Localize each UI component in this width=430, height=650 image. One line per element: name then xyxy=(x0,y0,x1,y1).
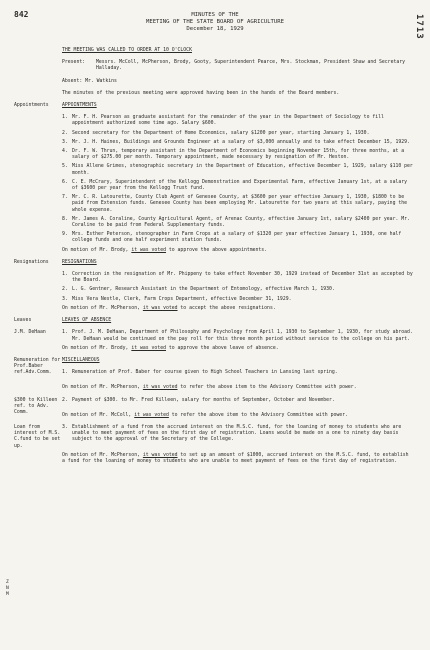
motion-text: On motion of Mr. McPherson, xyxy=(62,385,140,391)
motion-voted: it was voted xyxy=(142,385,178,391)
appointment-item-number: 3. xyxy=(62,139,68,145)
margin-appointments: Appointments xyxy=(14,103,49,109)
appointment-item xyxy=(62,180,414,192)
appointments-heading: APPOINTMENTS xyxy=(62,103,97,109)
margin-leaves: Leaves xyxy=(14,318,32,324)
resignation-item xyxy=(62,272,414,284)
header-line-3: December 18, 1929 xyxy=(186,26,244,32)
page-number: 842 xyxy=(14,10,29,19)
leave-item xyxy=(62,330,414,342)
appointment-item-number: 9. xyxy=(62,232,68,238)
absent-line: Absent: Mr. Watkins xyxy=(62,78,117,84)
margin-killeen: $300 to Killeen ref. to Adv. Comm. xyxy=(14,397,58,415)
minutes-body: THE MEETING WAS CALLED TO ORDER AT 10 O'CLOCK Present: Messrs. McColl, McPherson, Brody, Gooty, Superintendent Pearce, Mrs. Stockman, President Shaw and Secretary Halladay. Absent: Mr. Watkins The minutes of the previous meeting were approved having been in the hands of the Board members. Appointments APPOINTMENTS 1. Mr. F. H. Pearson as graduate assistant for the remainder of the year in the Department of Sociology to fill appointment authorized some time ago. Salary $600. 2. Second secretary for the Department of Home Economics, salary $1200 per year, starting January 1, 1930. 3. Mr. J. H. Haines, Buildings and Grounds Engineer at a salary of $3,000 annually and to take effect December 15, 1929. 4. Dr. F. W. Thrun, temporary assistant in the Department of Economics beginning November 15th, for three months, at a salary of $275.00 per month. Temporary appointment, made necessary by resignation of Mr. Heston. 5. Miss Allene Grimes, stenographic secretary in the Department of Education, effective December 1, 1929, salary $110 per month. 6. C. E. McCrary, Superintendent of the Kellogg Demonstration and Experimental Farm, effective January 1st, at a salary of $3600 per year from the Kellogg Trust fund. 7. Mr. C. R. Latourette, County Club Agent of Genesee County, at $3600 per year effective January 1, 1930, $1800 to be paid from Extension funds. Genesee County has been employing Mr. Latourette for two years at this salary, paying the whole expense. 8. Mr. James A. Coraline, County Agricultural Agent, of Arenac County, effective January 1st, salary $2400 per year. Mr. Coraline to be paid from Federal Supplementary funds. 9. Mrs. Esther Peterson, stenographer in Farm Crops at a salary of $1320 per year effective January 1, 1930, one half college funds and one half experiment station funds. On motion of Mr. Brody, it was voted to approve the above appointments. Resignations RESIGNATIONS 1. Correction in the resignation of Mr. Phippeny to take effect November 30, 1929 instead of December 31st as accepted by the Board. 2. L. G. Gentner, Research Assistant in the Department of Entomology, effective March 1, 1930. 3. Miss Vera Nestle, Clerk, Farm Crops Department, effective December 31, 1929. On motion of Mr. McPherson, it was voted to accept the above resignations. Leaves LEAVES OF ABSENCE J.M. DeHaan 1. Prof. J. M. DeHaan, Department of Philosophy and Psychology from April 1, 1930 to September 1, 1930, for study abroad. Mr. DeHaan would be continued on the pay roll for this three month period without service to the college on his part. On motion of Mr. Brody, it was voted to approve the above leave of absence. Remuneration for Prof.Baber ref.Adv.Comm. MISCELLANEOUS 1. Remuneration of Prof. Baber for course given to High School Teachers in Lansing last spring. On motion of Mr. McPherson, it was voted to refer the above item to the Advisory Committee with power. $300 to Killeen ref. to Adv. Comm. 2. Payment of $300. to Mr. Fred Killeen, salary for months of September, October and November. On motion of Mr. McColl, it was voted to refer the above item to the Advisory Committee with power. Loan from interest of M.S. C.fund to be set up. 3. Establishment of a fund from the accrued interest on the M.S.C. fund, for the loaning of money to students who are unable to meet payment of fees on the first day of registration. Loans would be made on a one to ninety day basis subject to the approval of the Secretary of the College. On motion of Mr. McPherson, it was voted to set up an amount of $1000, accrued interest on the M.S.C. fund, to establish a fund for the loaning of money to students who are unable to meet payment of fees on the first day of registration. xyxy=(14,48,413,464)
motion-voted: it was voted xyxy=(134,412,169,418)
misc-heading: MISCELLANEOUS xyxy=(62,357,100,363)
appointments-section xyxy=(14,103,414,254)
appointment-item xyxy=(62,149,414,161)
appointment-item-number: 4. xyxy=(62,149,68,155)
resignation-item-number: 1. xyxy=(62,272,68,278)
resignations-list xyxy=(62,272,414,303)
file-stamp: 1713 xyxy=(414,14,424,40)
appointment-item xyxy=(62,115,414,127)
resignations-section xyxy=(14,260,414,312)
present-block xyxy=(62,60,414,72)
motion-text: to approve the above appointments. xyxy=(168,247,268,253)
misc-item-3: Establishment of a fund from the accrued interest on the M.S.C. fund, for the loaning of money to students who are unable to meet payment of fees on the first day of registration. Loans would be made on a one to ninety day basis subject to the approval of the Secretary of the College. xyxy=(72,424,402,443)
motion-text: On motion of Mr. McPherson, xyxy=(62,452,140,458)
motion-voted: it was voted xyxy=(131,247,166,253)
appointment-item-text: Second secretary for the Department of Home Economics, salary $1200 per year, starting January 1, 1930. xyxy=(72,130,370,136)
appointment-item-text: Mr. C. R. Latourette, County Club Agent of Genesee County, at $3600 per year effective January 1, 1930, $1800 to be paid from Extension funds. Genesee County has been employing Mr. Latourette for two years at this salary, paying the whole expense. xyxy=(72,195,408,213)
motion-text: On motion of Mr. Brody, xyxy=(62,247,129,253)
appointment-item xyxy=(62,164,414,176)
side-letters: Z N M xyxy=(6,580,9,597)
motion-text: to set up an amount of $1000, accrued interest on the M.S.C. fund, to establish a fund for the loaning of money to students who are unable to meet payment of fees on the first day of registration. xyxy=(62,452,409,464)
motion-text: to refer the above item to the Advisory Committee with power. xyxy=(171,412,348,418)
margin-loan-fund: Loan from interest of M.S. C.fund to be set up. xyxy=(14,424,61,449)
motion-text: On motion of Mr. McPherson, xyxy=(62,305,140,311)
motion-text: to refer the above item to the Advisory Committee with power. xyxy=(180,385,357,391)
leaves-section xyxy=(14,318,414,324)
appointment-item-text: Mrs. Esther Peterson, stenographer in Farm Crops at a salary of $1320 per year effective January 1, 1930, one half college funds and one half experiment station funds. xyxy=(72,232,402,244)
motion-text: to approve the above leave of absence. xyxy=(168,345,279,351)
resignation-item-text: Miss Vera Nestle, Clerk, Farm Crops Department, effective December 31, 1929. xyxy=(72,296,292,302)
appointment-item xyxy=(62,217,414,229)
appointments-motion xyxy=(62,248,414,254)
appointment-item-number: 1. xyxy=(62,115,68,121)
present-label: Present: xyxy=(62,60,86,66)
resignation-item-number: 2. xyxy=(62,287,68,293)
misc-motion-3 xyxy=(62,453,414,465)
appointment-item-number: 6. xyxy=(62,179,68,185)
resignations-heading: RESIGNATIONS xyxy=(62,259,97,265)
appointment-item-number: 8. xyxy=(62,216,68,222)
header-line-1: MINUTES OF THE xyxy=(191,12,239,18)
appointment-item-text: Dr. F. W. Thrun, temporary assistant in the Department of Economics beginning November 15th, for three months, at a salary of $275.00 per month. Temporary appointment, made necessary by resignation of Mr. Heston. xyxy=(72,149,405,161)
misc-item-2: Payment of $300. to Mr. Fred Killeen, salary for months of September, October and November. xyxy=(72,397,335,403)
appointment-item xyxy=(62,140,414,146)
resignation-item xyxy=(62,297,414,303)
resignation-item-text: Correction in the resignation of Mr. Phippeny to take effect November 30, 1929 instead of December 31st as accepted by the Board. xyxy=(72,272,413,284)
resignations-motion xyxy=(62,306,414,312)
margin-dehaan: J.M. DeHaan xyxy=(14,330,46,336)
leaves-motion xyxy=(62,346,414,352)
motion-text: On motion of Mr. Brody, xyxy=(62,345,129,351)
misc-motion-2 xyxy=(62,413,414,419)
minutes-header xyxy=(0,12,430,33)
leaves-list xyxy=(62,330,414,342)
appointment-item-text: Mr. J. H. Haines, Buildings and Grounds Engineer at a salary of $3,000 annually and to take effect December 15, 1929. xyxy=(72,139,410,145)
leaves-heading: LEAVES OF ABSENCE xyxy=(62,318,112,324)
present-text: Messrs. McColl, McPherson, Brody, Gooty, Superintendent Pearce, Mrs. Stockman, President Shaw and Secretary Halladay. xyxy=(96,60,406,72)
appointments-list xyxy=(62,115,414,244)
motion-text: On motion of Mr. McColl, xyxy=(62,412,132,418)
minutes-approval-note: The minutes of the previous meeting were approved having been in the hands of the Board members. xyxy=(62,90,340,96)
leave-item-number: 1. xyxy=(62,330,68,336)
motion-text: to accept the above resignations. xyxy=(180,305,276,311)
appointment-item xyxy=(62,131,414,137)
misc-section: Remuneration for Prof.Baber ref.Adv.Comm. MISCELLANEOUS 1. Remuneration of Prof. Baber for course given to High School Teachers in Lansing last spring. On motion of Mr. McPherson, it was voted to refer the above item to the Advisory Committee with power. xyxy=(14,358,414,392)
resignation-item-number: 3. xyxy=(62,296,68,302)
motion-voted: it was voted xyxy=(131,345,166,351)
appointment-item xyxy=(62,195,414,214)
appointment-item-text: Mr. F. H. Pearson as graduate assistant for the remainder of the year in the Department of Sociology to fill appointment authorized some time ago. Salary $600. xyxy=(72,115,384,127)
header-line-2: MEETING OF THE STATE BOARD OF AGRICULTURE xyxy=(145,19,285,25)
appointment-item-number: 2. xyxy=(62,130,68,136)
appointment-item-text: C. E. McCrary, Superintendent of the Kellogg Demonstration and Experimental Farm, effective January 1st, at a salary of $3600 per year from the Kellogg Trust fund. xyxy=(72,179,408,192)
resignation-item-text: L. G. Gentner, Research Assistant in the Department of Entomology, effective March 1, 1930. xyxy=(72,287,335,293)
margin-baber: Remuneration for Prof.Baber ref.Adv.Comm. xyxy=(14,357,61,376)
called-to-order: THE MEETING WAS CALLED TO ORDER AT 10 O'CLOCK xyxy=(62,48,192,53)
resignation-item xyxy=(62,287,414,293)
appointment-item-text: Miss Allene Grimes, stenographic secretary in the Department of Education, effective December 1, 1929, salary $110 per month. xyxy=(72,164,413,176)
margin-resignations: Resignations xyxy=(14,259,49,265)
appointment-item-number: 5. xyxy=(62,164,68,170)
motion-voted: it was voted xyxy=(142,305,178,311)
misc-motion-1 xyxy=(62,385,414,391)
appointment-item xyxy=(62,232,414,244)
misc-item-1: Remuneration of Prof. Baber for course given to High School Teachers in Lansing last spring. xyxy=(72,370,338,376)
appointment-item-number: 7. xyxy=(62,195,68,201)
leave-item-text: Prof. J. M. DeHaan, Department of Philosophy and Psychology from April 1, 1930 to September 1, 1930, for study abroad. Mr. DeHaan would be continued on the pay roll for this three month period without service to the college on his part. xyxy=(72,330,413,342)
motion-voted: it was voted xyxy=(142,452,178,458)
appointment-item-text: Mr. James A. Coraline, County Agricultural Agent, of Arenac County, effective January 1st, salary $2400 per year. Mr. Coraline to be paid from Federal Supplementary funds. xyxy=(72,216,410,229)
